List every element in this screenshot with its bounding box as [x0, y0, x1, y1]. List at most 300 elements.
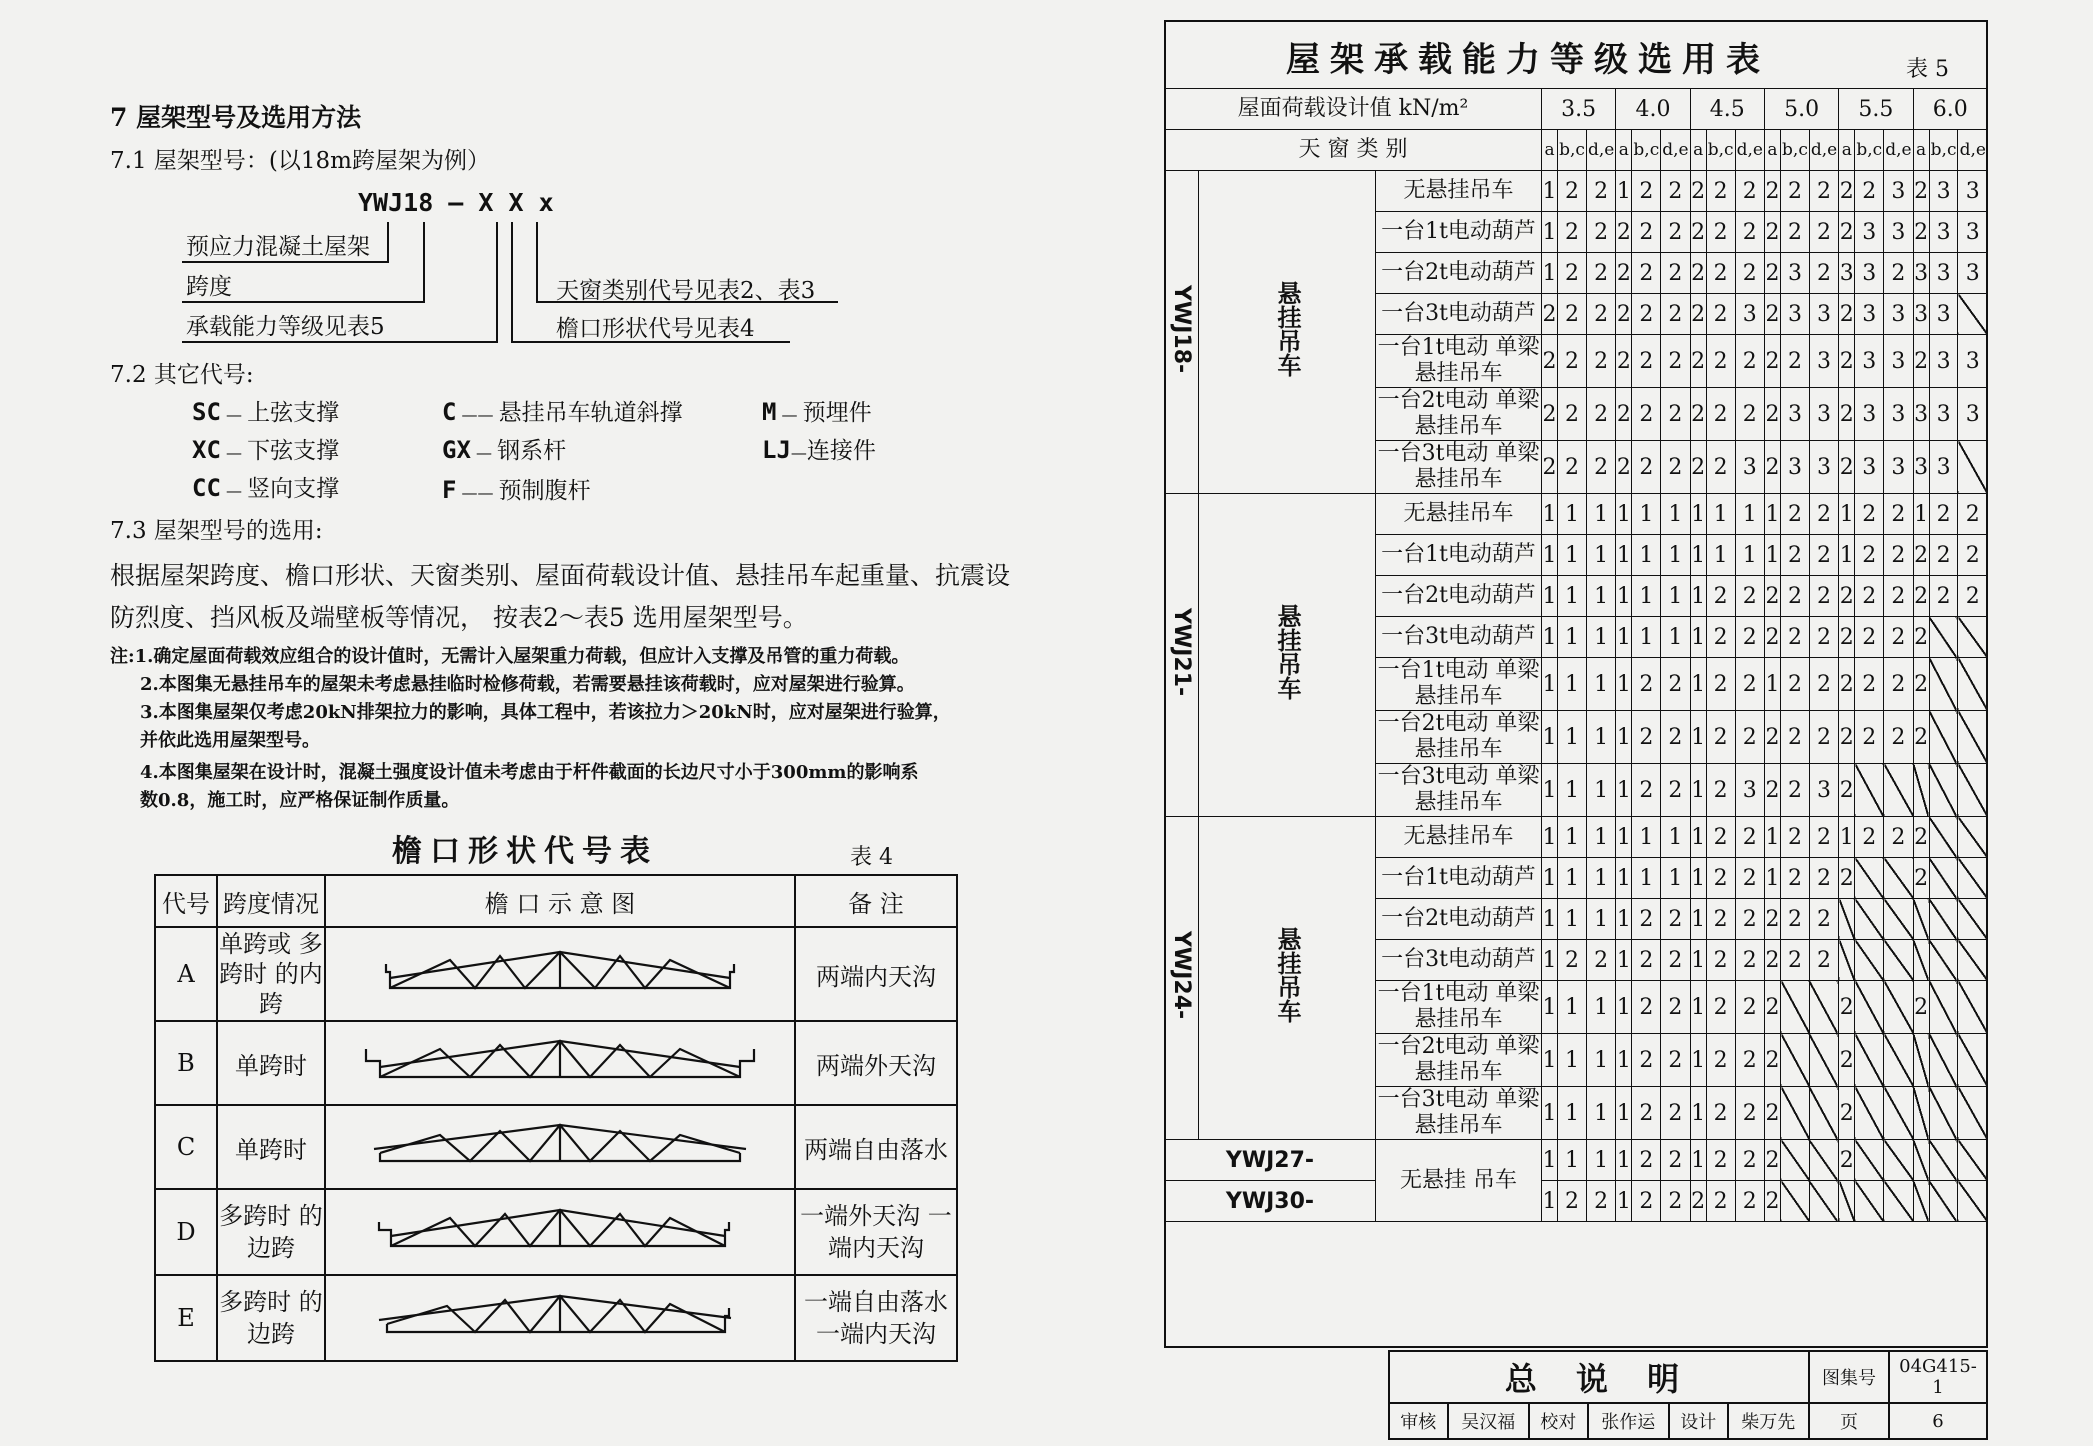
t5-na-cell: [1855, 940, 1884, 981]
t5-grade-cell: 3: [1884, 212, 1913, 253]
t5-row-label: 一台2t电动葫芦: [1376, 253, 1542, 294]
t5-grade-cell: 1: [1706, 494, 1735, 535]
t5-grade-cell: 3: [1958, 388, 1988, 441]
t4-header-diagram: 檐 口 示 意 图: [325, 875, 795, 927]
t4-diagram-d: [325, 1189, 795, 1275]
t5-grade-cell: 2: [1735, 617, 1764, 658]
t5-grade-cell: 2: [1735, 212, 1764, 253]
t5-skylight-code: d,e: [1661, 130, 1690, 171]
t5-grade-cell: 1: [1690, 535, 1706, 576]
t5-grade-cell: 2: [1764, 711, 1780, 764]
t5-na-cell: [1929, 711, 1958, 764]
t5-grade-cell: 2: [1661, 441, 1690, 494]
t5-grade-cell: 3: [1855, 335, 1884, 388]
t5-load-value: 4.5: [1690, 89, 1764, 130]
t5-skylight-code: b,c: [1855, 130, 1884, 171]
t5-na-cell: [1913, 1087, 1929, 1140]
t5-grade-cell: 1: [1839, 817, 1855, 858]
note-1: 注:1.确定屋面荷载效应组合的设计值时，无需计入屋架重力荷载，但应计入支撑及吊管的重力荷载。: [110, 646, 910, 667]
t4-code: B: [155, 1021, 217, 1105]
t5-na-cell: [1958, 1140, 1988, 1181]
truss-diagram-e: [375, 1290, 745, 1340]
t5-grade-cell: 2: [1781, 817, 1810, 858]
t5-group-model: YWJ18-: [1169, 284, 1194, 374]
t5-grade-cell: 2: [1781, 858, 1810, 899]
t5-grade-cell: 2: [1542, 335, 1558, 388]
t5-grade-cell: 3: [1809, 335, 1838, 388]
t5-na-cell: [1884, 1087, 1913, 1140]
t5-grade-cell: 1: [1690, 940, 1706, 981]
t5-grade-cell: 2: [1586, 253, 1615, 294]
t5-grade-cell: 2: [1558, 253, 1587, 294]
note-3: 3.本图集屋架仅考虑20kN排架拉力的影响，具体工程中，若该拉力＞20kN时，应对屋架进行验算，: [140, 702, 951, 723]
t5-grade-cell: 1: [1616, 764, 1632, 817]
t5-na-cell: [1855, 764, 1884, 817]
t5-group-name: [1165, 817, 1199, 1140]
t5-grade-cell: 1: [1661, 535, 1690, 576]
t5-na-cell: [1839, 1181, 1855, 1222]
t5-grade-cell: 3: [1884, 441, 1913, 494]
t5-grade-cell: 2: [1616, 253, 1632, 294]
t5-skylight-code: d,e: [1884, 130, 1913, 171]
t5-grade-cell: 1: [1616, 899, 1632, 940]
t5-grade-cell: 2: [1913, 335, 1929, 388]
t5-skylight-code: a: [1913, 130, 1929, 171]
t5-grade-cell: 1: [1616, 711, 1632, 764]
t5-grade-cell: 2: [1690, 212, 1706, 253]
t5-data-row: [1165, 1181, 1988, 1222]
t5-grade-cell: 2: [1735, 658, 1764, 711]
t5-grade-cell: 2: [1884, 494, 1913, 535]
t5-grade-cell: 2: [1616, 294, 1632, 335]
role-design: 设计: [1669, 1403, 1728, 1439]
t5-grade-cell: 2: [1781, 899, 1810, 940]
t5-na-cell: [1929, 858, 1958, 899]
t5-na-cell: [1958, 981, 1988, 1034]
t5-grade-cell: 2: [1855, 617, 1884, 658]
t5-grade-cell: 1: [1616, 617, 1632, 658]
t5-grade-cell: 2: [1735, 171, 1764, 212]
t5-grade-cell: 2: [1764, 335, 1780, 388]
t5-grade-cell: 1: [1690, 1034, 1706, 1087]
t5-grade-cell: 2: [1632, 981, 1661, 1034]
t5-na-cell: [1855, 1087, 1884, 1140]
t5-grade-cell: 1: [1690, 711, 1706, 764]
t5-grade-cell: 2: [1558, 1181, 1587, 1222]
t5-grade-cell: 1: [1542, 171, 1558, 212]
t5-grade-cell: 3: [1735, 764, 1764, 817]
t5-grade-cell: 2: [1706, 388, 1735, 441]
t5-na-cell: [1958, 1087, 1988, 1140]
t5-grade-cell: 2: [1661, 1034, 1690, 1087]
truss-diagram-c: [370, 1119, 750, 1169]
t5-row-label: 一台1t电动葫芦: [1376, 858, 1542, 899]
t5-grade-cell: 2: [1735, 981, 1764, 1034]
t5-crane-label: 悬挂吊车: [1273, 604, 1301, 700]
t5-grade-cell: 1: [1690, 858, 1706, 899]
t5-grade-cell: 1: [1616, 981, 1632, 1034]
t5-grade-cell: 1: [1690, 617, 1706, 658]
t5-grade-cell: 2: [1809, 658, 1838, 711]
t5-grade-cell: 1: [1542, 494, 1558, 535]
t5-grade-cell: 2: [1839, 981, 1855, 1034]
t5-grade-cell: 2: [1586, 1181, 1615, 1222]
t5-na-cell: [1958, 1034, 1988, 1087]
t5-na-cell: [1958, 441, 1988, 494]
t5-grade-cell: 2: [1661, 940, 1690, 981]
t5-na-cell: [1958, 899, 1988, 940]
t5-grade-cell: 1: [1586, 899, 1615, 940]
t5-grade-cell: 2: [1781, 171, 1810, 212]
t5-grade-cell: 1: [1586, 981, 1615, 1034]
t5-na-cell: [1913, 1034, 1929, 1087]
t5-grade-cell: 2: [1781, 576, 1810, 617]
t5-grade-cell: 1: [1690, 981, 1706, 1034]
page-label: 页: [1809, 1403, 1889, 1439]
t5-na-cell: [1884, 1140, 1913, 1181]
t5-group-name: [1165, 171, 1199, 494]
table4-label: 表 4: [850, 845, 893, 870]
t5-skylight-code: a: [1764, 130, 1780, 171]
t5-grade-cell: 1: [1586, 535, 1615, 576]
t5-row-label: 一台3t电动葫芦: [1376, 617, 1542, 658]
t5-load-value: 5.5: [1839, 89, 1913, 130]
t5-grade-cell: 3: [1884, 294, 1913, 335]
t5-grade-cell: 1: [1542, 981, 1558, 1034]
t5-grade-cell: 2: [1764, 576, 1780, 617]
t5-grade-cell: 2: [1632, 171, 1661, 212]
t5-grade-cell: 1: [1632, 617, 1661, 658]
t5-grade-cell: 1: [1558, 858, 1587, 899]
t5-na-cell: [1958, 858, 1988, 899]
t4-span: 多跨时 的边跨: [217, 1275, 325, 1361]
t5-grade-cell: 2: [1884, 576, 1913, 617]
t5-skylight-code: d,e: [1735, 130, 1764, 171]
t5-grade-cell: 3: [1929, 388, 1958, 441]
table5-label: 表 5: [1906, 57, 1949, 82]
t5-load-row: [1165, 89, 1988, 130]
t5-grade-cell: 2: [1764, 1181, 1780, 1222]
note-3-cont: 并依此选用屋架型号。: [140, 730, 320, 751]
t5-grade-cell: 2: [1855, 658, 1884, 711]
t5-grade-cell: 2: [1558, 294, 1587, 335]
t5-grade-cell: 3: [1781, 441, 1810, 494]
t5-grade-cell: 2: [1706, 1034, 1735, 1087]
t5-grade-cell: 2: [1809, 576, 1838, 617]
t5-na-cell: [1929, 940, 1958, 981]
t5-na-cell: [1884, 899, 1913, 940]
t5-skylight-code: b,c: [1706, 130, 1735, 171]
t5-grade-cell: 2: [1632, 335, 1661, 388]
t5-grade-cell: 3: [1958, 253, 1988, 294]
t5-grade-cell: 2: [1632, 1140, 1661, 1181]
t5-skylight-code: b,c: [1781, 130, 1810, 171]
t5-grade-cell: 2: [1735, 1087, 1764, 1140]
t5-grade-cell: 3: [1884, 171, 1913, 212]
t5-grade-cell: 1: [1616, 1087, 1632, 1140]
t5-grade-cell: 2: [1929, 494, 1958, 535]
t5-grade-cell: 2: [1839, 1034, 1855, 1087]
t5-grade-cell: 2: [1809, 617, 1838, 658]
t5-grade-cell: 2: [1855, 711, 1884, 764]
t5-grade-cell: 1: [1690, 576, 1706, 617]
t5-na-cell: [1839, 899, 1855, 940]
t5-grade-cell: 1: [1558, 1087, 1587, 1140]
t5-grade-cell: 1: [1690, 817, 1706, 858]
t5-grade-cell: 2: [1855, 576, 1884, 617]
t5-grade-cell: 1: [1558, 899, 1587, 940]
t5-row-label: 一台3t电动 单梁悬挂吊车: [1376, 441, 1542, 494]
table5-title: 屋架承载能力等级选用表: [1286, 40, 1770, 80]
t5-grade-cell: 1: [1542, 617, 1558, 658]
t5-grade-cell: 2: [1958, 576, 1988, 617]
t5-grade-cell: 2: [1558, 171, 1587, 212]
name-checker: 张作运: [1588, 1403, 1669, 1439]
t5-skylight-code: b,c: [1929, 130, 1958, 171]
t5-grade-cell: 1: [1558, 764, 1587, 817]
t5-grade-cell: 2: [1781, 711, 1810, 764]
t5-grade-cell: 3: [1855, 388, 1884, 441]
t4-note: 两端外天沟: [795, 1021, 957, 1105]
t5-grade-cell: 2: [1764, 899, 1780, 940]
t5-grade-cell: 2: [1558, 335, 1587, 388]
t5-grade-cell: 2: [1616, 388, 1632, 441]
t5-grade-cell: 1: [1542, 212, 1558, 253]
t5-grade-cell: 2: [1913, 658, 1929, 711]
t5-na-cell: [1929, 1087, 1958, 1140]
t5-grade-cell: 2: [1690, 388, 1706, 441]
t5-na-cell: [1781, 1034, 1810, 1087]
t5-grade-cell: 2: [1632, 1034, 1661, 1087]
t5-grade-cell: 3: [1809, 441, 1838, 494]
t5-tail-model: YWJ30-: [1165, 1181, 1376, 1222]
t5-grade-cell: 2: [1764, 617, 1780, 658]
t5-skylight-code: d,e: [1586, 130, 1615, 171]
t5-grade-cell: 2: [1735, 1034, 1764, 1087]
t5-grade-cell: 2: [1706, 658, 1735, 711]
t5-grade-cell: 2: [1706, 335, 1735, 388]
t5-grade-cell: 2: [1632, 441, 1661, 494]
t5-grade-cell: 1: [1690, 1087, 1706, 1140]
t5-grade-cell: 2: [1690, 171, 1706, 212]
t5-row-label: 一台3t电动 单梁悬挂吊车: [1376, 1087, 1542, 1140]
t5-grade-cell: 2: [1809, 899, 1838, 940]
t5-grade-cell: 2: [1586, 212, 1615, 253]
t5-grade-cell: 1: [1558, 494, 1587, 535]
t5-grade-cell: 2: [1706, 212, 1735, 253]
t5-na-cell: [1929, 617, 1958, 658]
t5-na-cell: [1929, 1181, 1958, 1222]
t5-grade-cell: 2: [1558, 212, 1587, 253]
t5-na-cell: [1929, 899, 1958, 940]
t5-skylight-code: a: [1839, 130, 1855, 171]
t5-grade-cell: 2: [1913, 617, 1929, 658]
t5-na-cell: [1884, 764, 1913, 817]
t5-group-crane: [1199, 817, 1376, 1140]
code-label-prestressed: 预应力混凝土屋架: [186, 234, 370, 260]
t5-grade-cell: 2: [1884, 617, 1913, 658]
t5-grade-cell: 3: [1913, 294, 1929, 335]
t5-grade-cell: 3: [1958, 212, 1988, 253]
t5-grade-cell: 1: [1764, 535, 1780, 576]
truss-diagram-d: [375, 1204, 745, 1254]
t5-group-crane: [1199, 494, 1376, 817]
t5-skylight-code: d,e: [1958, 130, 1988, 171]
subsection-7-1: 7.1 屋架型号：(以18m跨屋架为例）: [110, 148, 490, 174]
t5-grade-cell: 2: [1809, 171, 1838, 212]
t5-grade-cell: 1: [1542, 535, 1558, 576]
t5-grade-cell: 1: [1542, 1140, 1558, 1181]
code-label-eave: 檐口形状代号见表4: [556, 316, 755, 342]
t5-load-value: 3.5: [1542, 89, 1616, 130]
t5-grade-cell: 1: [1542, 1034, 1558, 1087]
t5-grade-cell: 3: [1781, 253, 1810, 294]
t5-grade-cell: 1: [1586, 711, 1615, 764]
t5-grade-cell: 2: [1706, 1181, 1735, 1222]
t5-grade-cell: 2: [1809, 535, 1838, 576]
t5-grade-cell: 2: [1616, 335, 1632, 388]
t5-grade-cell: 3: [1809, 764, 1838, 817]
t5-grade-cell: 2: [1929, 535, 1958, 576]
t4-note: 两端自由落水: [795, 1105, 957, 1189]
t5-row-label: 一台3t电动葫芦: [1376, 294, 1542, 335]
t5-grade-cell: 1: [1616, 658, 1632, 711]
t5-grade-cell: 2: [1706, 899, 1735, 940]
t5-na-cell: [1958, 817, 1988, 858]
t5-grade-cell: 2: [1764, 171, 1780, 212]
t5-grade-cell: 2: [1661, 1087, 1690, 1140]
t5-na-cell: [1855, 1181, 1884, 1222]
t5-grade-cell: 2: [1690, 335, 1706, 388]
t5-na-cell: [1913, 764, 1929, 817]
t5-na-cell: [1884, 940, 1913, 981]
t5-grade-cell: 1: [1839, 535, 1855, 576]
t5-grade-cell: 2: [1735, 817, 1764, 858]
t5-grade-cell: 2: [1706, 981, 1735, 1034]
t5-grade-cell: 2: [1586, 441, 1615, 494]
t5-group-model: YWJ24-: [1169, 930, 1194, 1020]
t5-na-cell: [1855, 1140, 1884, 1181]
t5-grade-cell: 2: [1809, 494, 1838, 535]
t5-grade-cell: 1: [1764, 658, 1780, 711]
t5-data-row: [1165, 817, 1988, 858]
t5-grade-cell: 2: [1632, 658, 1661, 711]
t5-grade-cell: 2: [1616, 212, 1632, 253]
t5-grade-cell: 2: [1706, 441, 1735, 494]
t4-code: A: [155, 927, 217, 1021]
t5-grade-cell: 2: [1884, 535, 1913, 576]
t4-note: 两端内天沟: [795, 927, 957, 1021]
t5-na-cell: [1929, 764, 1958, 817]
t5-grade-cell: 3: [1809, 294, 1838, 335]
t5-grade-cell: 1: [1616, 1034, 1632, 1087]
t5-group-model: YWJ21-: [1169, 607, 1194, 697]
t5-grade-cell: 1: [1661, 617, 1690, 658]
t5-grade-cell: 1: [1586, 576, 1615, 617]
t5-grade-cell: 2: [1706, 1140, 1735, 1181]
t5-grade-cell: 1: [1586, 858, 1615, 899]
t5-grade-cell: 2: [1839, 294, 1855, 335]
t5-grade-cell: 2: [1735, 940, 1764, 981]
t5-row-label: 一台1t电动 单梁悬挂吊车: [1376, 658, 1542, 711]
t5-grade-cell: 1: [1616, 576, 1632, 617]
t5-grade-cell: 2: [1839, 171, 1855, 212]
code-label-span: 跨度: [186, 274, 232, 300]
t5-grade-cell: 1: [1616, 171, 1632, 212]
t4-note: 一端自由落水 一端内天沟: [795, 1275, 957, 1361]
title-block: [1388, 1350, 1988, 1440]
t5-na-cell: [1929, 1034, 1958, 1087]
t5-grade-cell: 2: [1632, 294, 1661, 335]
t5-na-cell: [1913, 940, 1929, 981]
t5-grade-cell: 1: [1616, 535, 1632, 576]
t5-grade-cell: 2: [1855, 535, 1884, 576]
t5-grade-cell: 1: [1558, 817, 1587, 858]
t5-grade-cell: 3: [1913, 253, 1929, 294]
t5-grade-cell: 2: [1661, 764, 1690, 817]
t4-code: C: [155, 1105, 217, 1189]
t5-grade-cell: 1: [1586, 1087, 1615, 1140]
t4-diagram-a: [325, 927, 795, 1021]
t5-grade-cell: 2: [1913, 535, 1929, 576]
t5-grade-cell: 1: [1558, 535, 1587, 576]
t5-grade-cell: 3: [1913, 441, 1929, 494]
t5-grade-cell: 1: [1542, 658, 1558, 711]
t5-grade-cell: 1: [1616, 1181, 1632, 1222]
t5-grade-cell: 2: [1884, 658, 1913, 711]
t5-grade-cell: 3: [1809, 388, 1838, 441]
t5-grade-cell: 2: [1632, 899, 1661, 940]
drawing-title: 总 说 明: [1389, 1351, 1809, 1403]
t5-grade-cell: 1: [1661, 858, 1690, 899]
t5-skylight-code: a: [1616, 130, 1632, 171]
t5-grade-cell: 3: [1855, 253, 1884, 294]
t5-grade-cell: 3: [1855, 441, 1884, 494]
t5-grade-cell: 2: [1632, 711, 1661, 764]
t5-grade-cell: 2: [1632, 1087, 1661, 1140]
t5-row-label: 一台2t电动 单梁悬挂吊车: [1376, 388, 1542, 441]
t5-row-label: 无悬挂吊车: [1376, 494, 1542, 535]
t5-grade-cell: 3: [1855, 212, 1884, 253]
t5-grade-cell: 2: [1706, 711, 1735, 764]
t5-na-cell: [1809, 981, 1838, 1034]
t5-load-value: 4.0: [1616, 89, 1690, 130]
section-title: 7 屋架型号及选用方法: [110, 103, 362, 132]
t4-span: 多跨时 的边跨: [217, 1189, 325, 1275]
t5-na-cell: [1884, 858, 1913, 899]
t5-grade-cell: 1: [1690, 1140, 1706, 1181]
t5-grade-cell: 1: [1586, 764, 1615, 817]
t5-grade-cell: 2: [1839, 617, 1855, 658]
t5-grade-cell: 2: [1558, 441, 1587, 494]
t5-grade-cell: 1: [1661, 817, 1690, 858]
t5-grade-cell: 1: [1586, 1140, 1615, 1181]
t5-grade-cell: 1: [1632, 494, 1661, 535]
t5-grade-cell: 2: [1706, 171, 1735, 212]
t5-grade-cell: 2: [1690, 253, 1706, 294]
t5-grade-cell: 2: [1764, 764, 1780, 817]
t5-grade-cell: 1: [1690, 764, 1706, 817]
t5-grade-cell: 2: [1661, 1181, 1690, 1222]
t4-note: 一端外天沟 一端内天沟: [795, 1189, 957, 1275]
t5-grade-cell: 2: [1661, 335, 1690, 388]
t5-grade-cell: 2: [1586, 335, 1615, 388]
t5-grade-cell: 1: [1632, 576, 1661, 617]
t5-grade-cell: 2: [1706, 576, 1735, 617]
t5-grade-cell: 1: [1558, 1140, 1587, 1181]
t5-grade-cell: 2: [1735, 1140, 1764, 1181]
t5-grade-cell: 3: [1839, 253, 1855, 294]
